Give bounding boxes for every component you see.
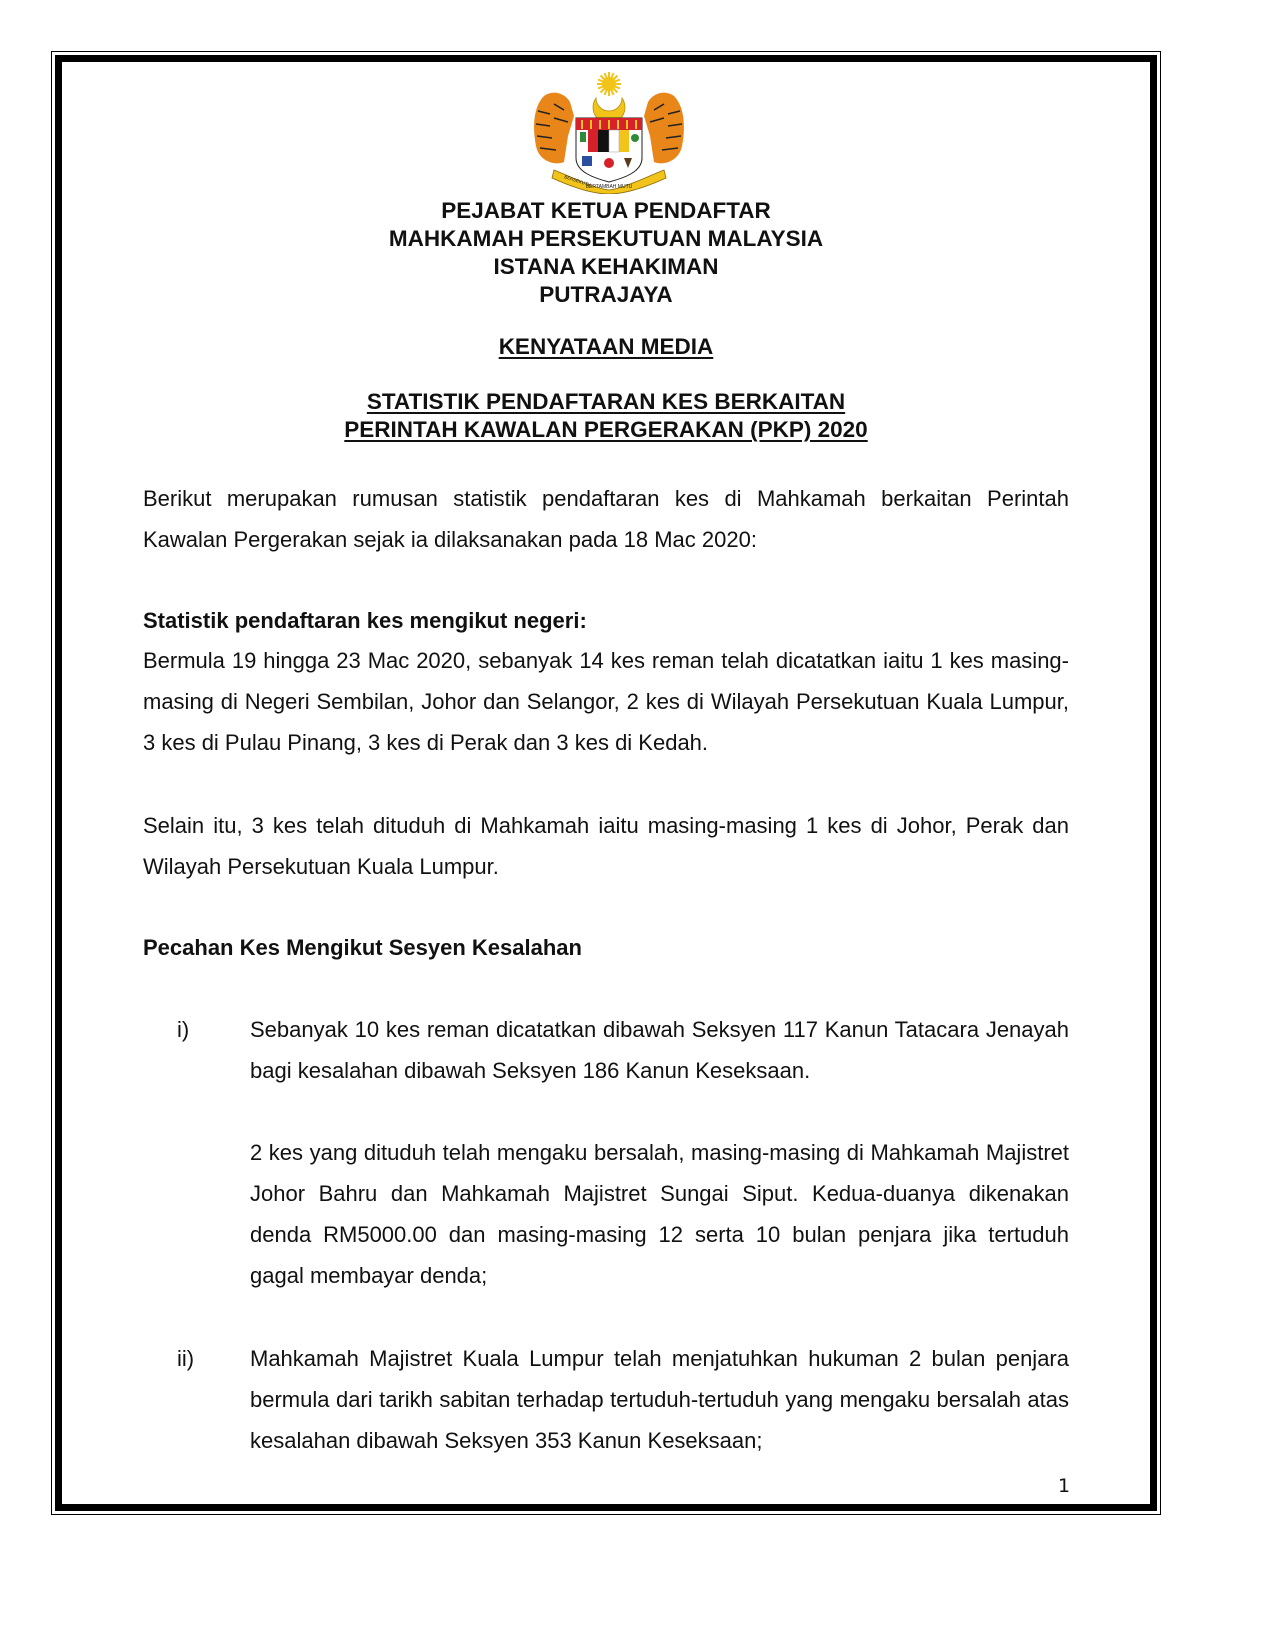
page-number: 1 [1058, 1475, 1071, 1497]
charged-cases-paragraph: Selain itu, 3 kes telah dituduh di Mahkamah iaitu masing-masing 1 kes di Johor, Perak dan Wilayah Persekutuan Kuala Lumpur. [143, 813, 1069, 879]
svg-text:BERSEKUTU: BERSEKUTU [563, 174, 592, 188]
section-heading-by-offense: Pecahan Kes Mengikut Sesyen Kesalahan [143, 935, 582, 960]
list-item-number-1: i) [177, 1017, 190, 1042]
section-heading-by-state: Statistik pendaftaran kes mengikut negeri: [143, 608, 587, 633]
malaysia-coat-of-arms-icon [524, 66, 694, 194]
header-line-office: PEJABAT KETUA PENDAFTAR [441, 198, 771, 223]
svg-text:BERTAMBAH MUTU: BERTAMBAH MUTU [585, 184, 633, 190]
office-header [0, 197, 1212, 309]
list-item-text-2: Mahkamah Majistret Kuala Lumpur telah menjatuhkan hukuman 2 bulan penjara bermula dari tarikh sabitan terhadap tertuduh-tertuduh yang mengaku bersalah atas kesalahan dibawah Seksyen 353 Kanun Keseksaan; [250, 1346, 1069, 1453]
list-item-subparagraph-1: 2 kes yang dituduh telah mengaku bersalah, masing-masing di Mahkamah Majistret Johor Bahru dan Mahkamah Majistret Sungai Siput. Kedua-duanya dikenakan denda RM5000.00 dan masing-masing 12 serta 10 bulan penjara jika tertuduh gagal membayar denda; [250, 1140, 1069, 1288]
document-title-line-1: STATISTIK PENDAFTARAN KES BERKAITAN [366, 389, 846, 414]
header-line-palace: ISTANA KEHAKIMAN [493, 254, 719, 279]
header-line-court: MAHKAMAH PERSEKUTUAN MALAYSIA [388, 226, 824, 251]
list-item-text-1: Sebanyak 10 kes reman dicatatkan dibawah Seksyen 117 Kanun Tatacara Jenayah bagi kesalahan dibawah Seksyen 186 Kanun Keseksaan. [250, 1017, 1069, 1083]
intro-paragraph: Berikut merupakan rumusan statistik pendaftaran kes di Mahkamah berkaitan Perintah Kawalan Pergerakan sejak ia dilaksanakan pada 18 Mac 2020: [143, 486, 1069, 552]
media-statement-label: KENYATAAN MEDIA [498, 334, 714, 359]
document-title [0, 388, 1212, 444]
media-statement-title [0, 333, 1212, 361]
list-item-number-2: ii) [177, 1346, 195, 1371]
document-title-line-2: PERINTAH KAWALAN PERGERAKAN (PKP) 2020 [344, 417, 868, 442]
header-line-city: PUTRAJAYA [539, 282, 673, 307]
remand-cases-paragraph: Bermula 19 hingga 23 Mac 2020, sebanyak 14 kes reman telah dicatatkan iaitu 1 kes masing-masing di Negeri Sembilan, Johor dan Selangor, 2 kes di Wilayah Persekutuan Kuala Lumpur, 3 kes di Pulau Pinang, 3 kes di Perak dan 3 kes di Kedah. [143, 648, 1069, 755]
